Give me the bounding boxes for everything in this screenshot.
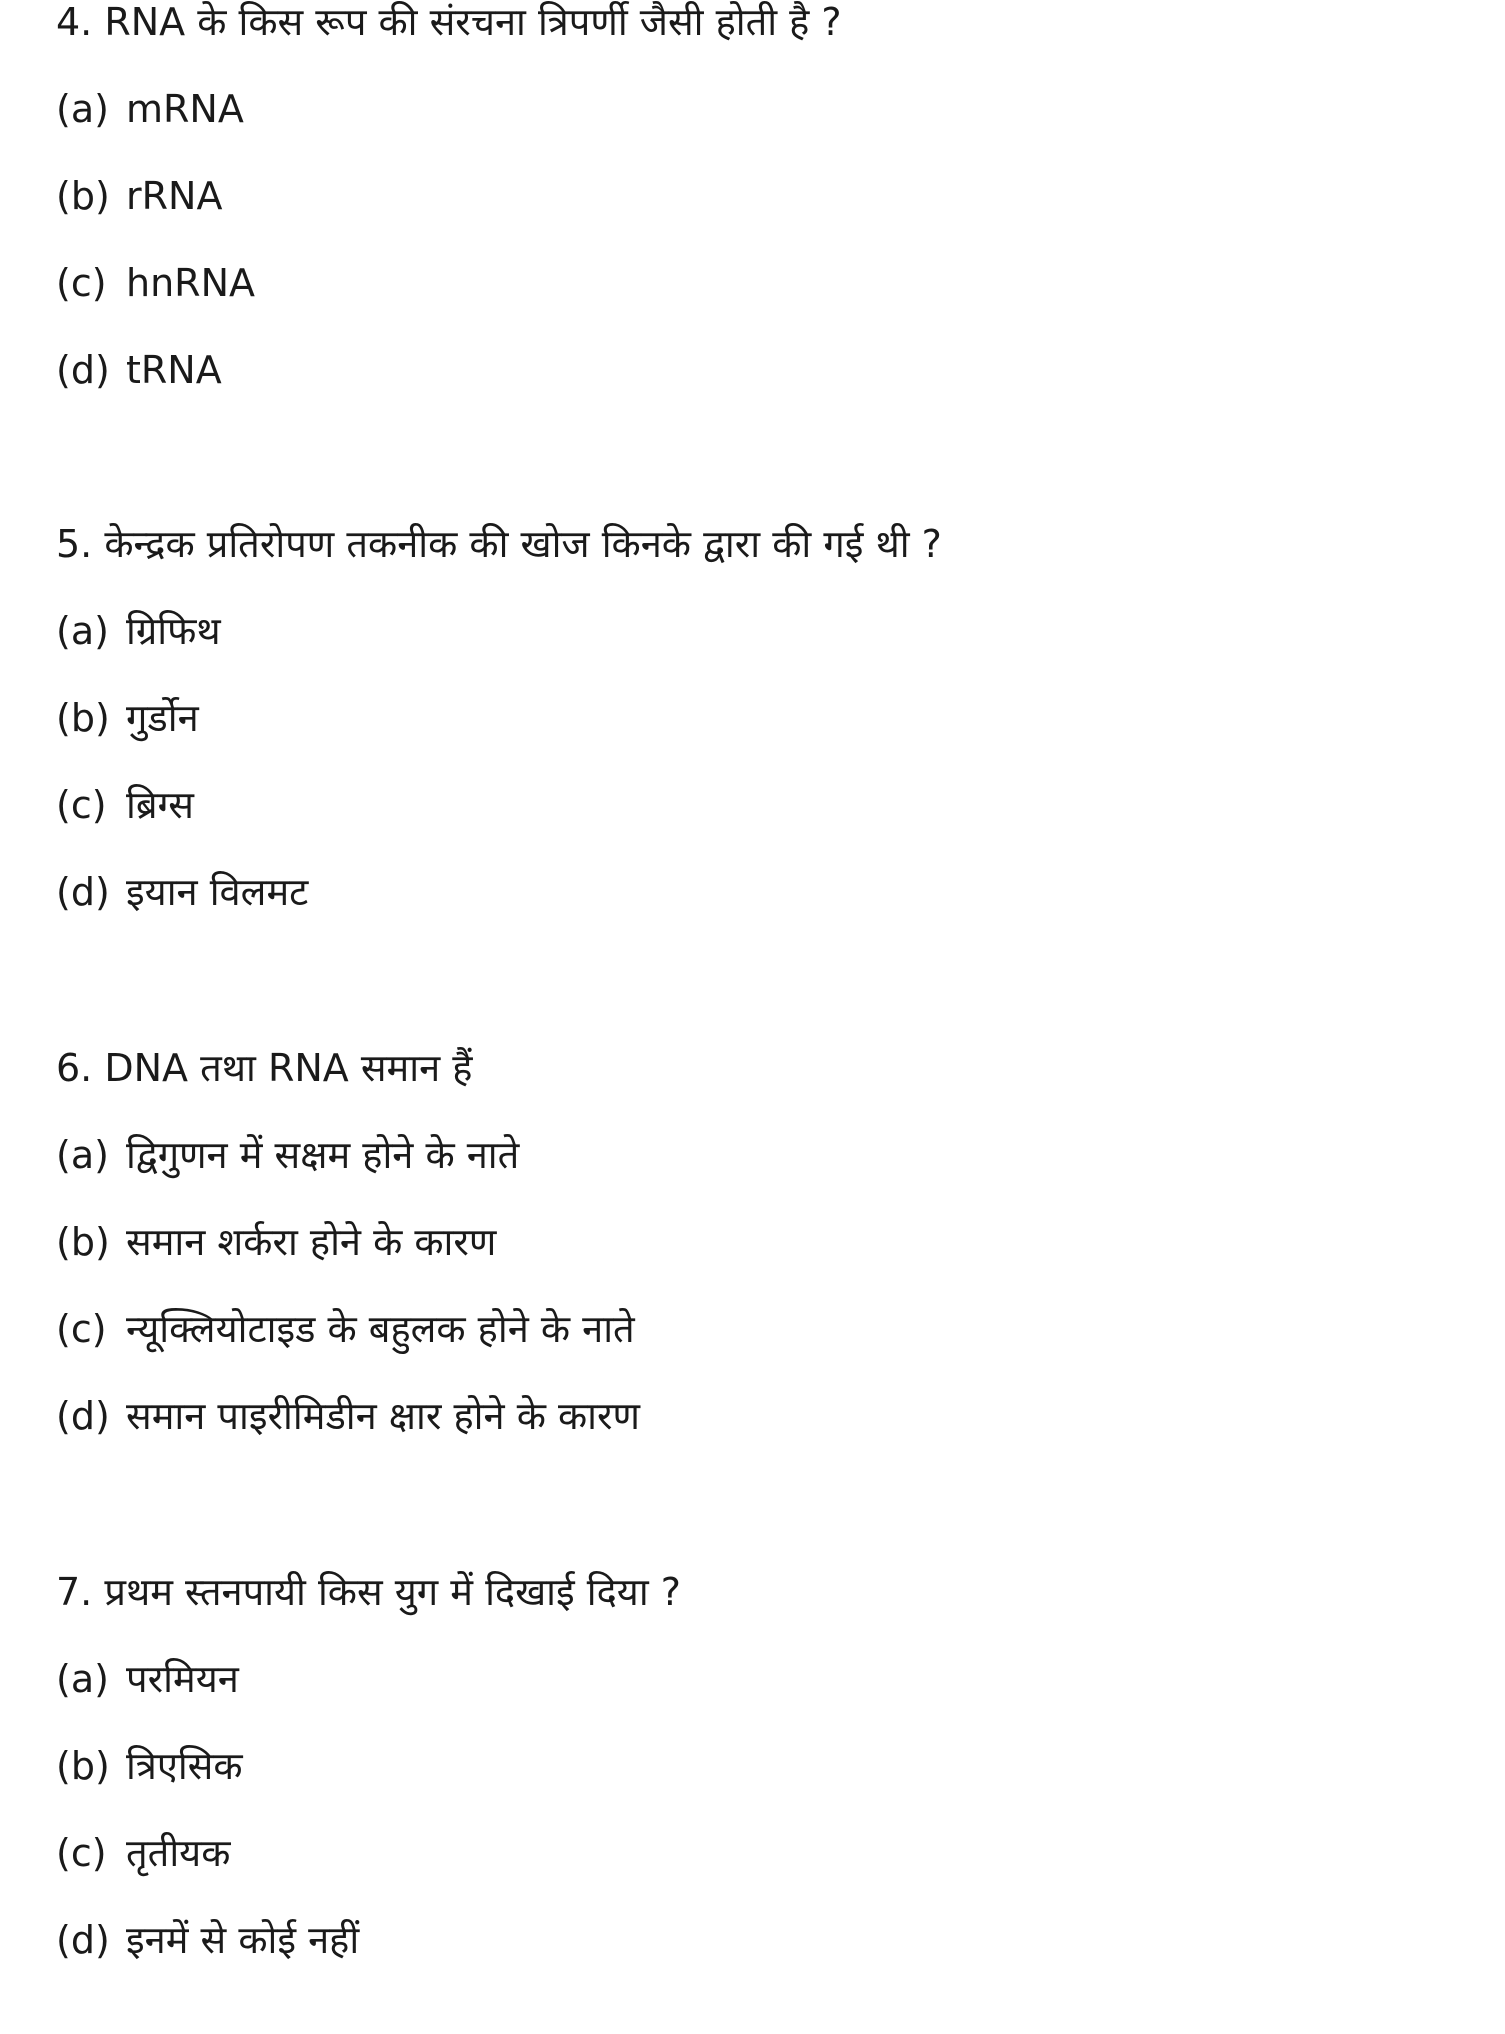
- option-a: [56, 609, 1456, 653]
- option-c: [56, 783, 1456, 827]
- option-d: [56, 1394, 1456, 1438]
- option-d: [56, 870, 1456, 914]
- question-6: [56, 1046, 1456, 1438]
- option-label: (b): [56, 1744, 110, 1788]
- option-label: (d): [56, 1394, 110, 1438]
- question-text: 7. प्रथम स्तनपायी किस युग में दिखाई दिया ?: [56, 1570, 681, 1614]
- option-b: [56, 174, 1456, 218]
- option-label: (a): [56, 1133, 109, 1177]
- option-c: [56, 1831, 1456, 1875]
- option-text: द्विगुणन में सक्षम होने के नाते: [126, 1133, 520, 1177]
- question-5: [56, 522, 1456, 914]
- option-c: [56, 1307, 1456, 1351]
- option-label: (d): [56, 348, 110, 392]
- option-label: (a): [56, 1657, 109, 1701]
- option-text: hnRNA: [126, 261, 255, 305]
- question-text: 6. DNA तथा RNA समान हैं: [56, 1046, 473, 1090]
- option-text: mRNA: [126, 87, 244, 131]
- option-text: गुर्डोन: [126, 696, 199, 740]
- option-a: [56, 87, 1456, 131]
- option-a: [56, 1657, 1456, 1701]
- option-b: [56, 1744, 1456, 1788]
- option-d: [56, 1918, 1456, 1962]
- option-label: (d): [56, 870, 110, 914]
- option-label: (c): [56, 783, 107, 827]
- option-text: इयान विलमट: [126, 870, 309, 914]
- option-a: [56, 1133, 1456, 1177]
- option-text: त्रिएसिक: [126, 1744, 243, 1788]
- option-label: (b): [56, 696, 110, 740]
- option-text: tRNA: [126, 348, 222, 392]
- option-text: तृतीयक: [126, 1831, 231, 1875]
- option-label: (c): [56, 261, 107, 305]
- option-label: (a): [56, 609, 109, 653]
- question-7: [56, 1570, 1456, 1962]
- option-c: [56, 261, 1456, 305]
- option-text: इनमें से कोई नहीं: [126, 1918, 360, 1962]
- question-text: 5. केन्द्रक प्रतिरोपण तकनीक की खोज किनके द्वारा की गई थी ?: [56, 522, 942, 566]
- option-text: ग्रिफिथ: [126, 609, 221, 653]
- question-4: [56, 0, 1456, 392]
- option-label: (b): [56, 1220, 110, 1264]
- option-b: [56, 696, 1456, 740]
- option-text: समान शर्करा होने के कारण: [126, 1220, 497, 1264]
- option-label: (a): [56, 87, 109, 131]
- option-text: rRNA: [126, 174, 223, 218]
- option-label: (c): [56, 1307, 107, 1351]
- option-text: ब्रिग्स: [126, 783, 194, 827]
- option-label: (c): [56, 1831, 107, 1875]
- option-d: [56, 348, 1456, 392]
- option-text: न्यूक्लियोटाइड के बहुलक होने के नाते: [126, 1307, 635, 1351]
- option-text: समान पाइरीमिडीन क्षार होने के कारण: [126, 1394, 641, 1438]
- option-text: परमियन: [126, 1657, 239, 1701]
- option-b: [56, 1220, 1456, 1264]
- option-label: (b): [56, 174, 110, 218]
- option-label: (d): [56, 1918, 110, 1962]
- question-text: 4. RNA के किस रूप की संरचना त्रिपर्णी जैसी होती है ?: [56, 0, 842, 44]
